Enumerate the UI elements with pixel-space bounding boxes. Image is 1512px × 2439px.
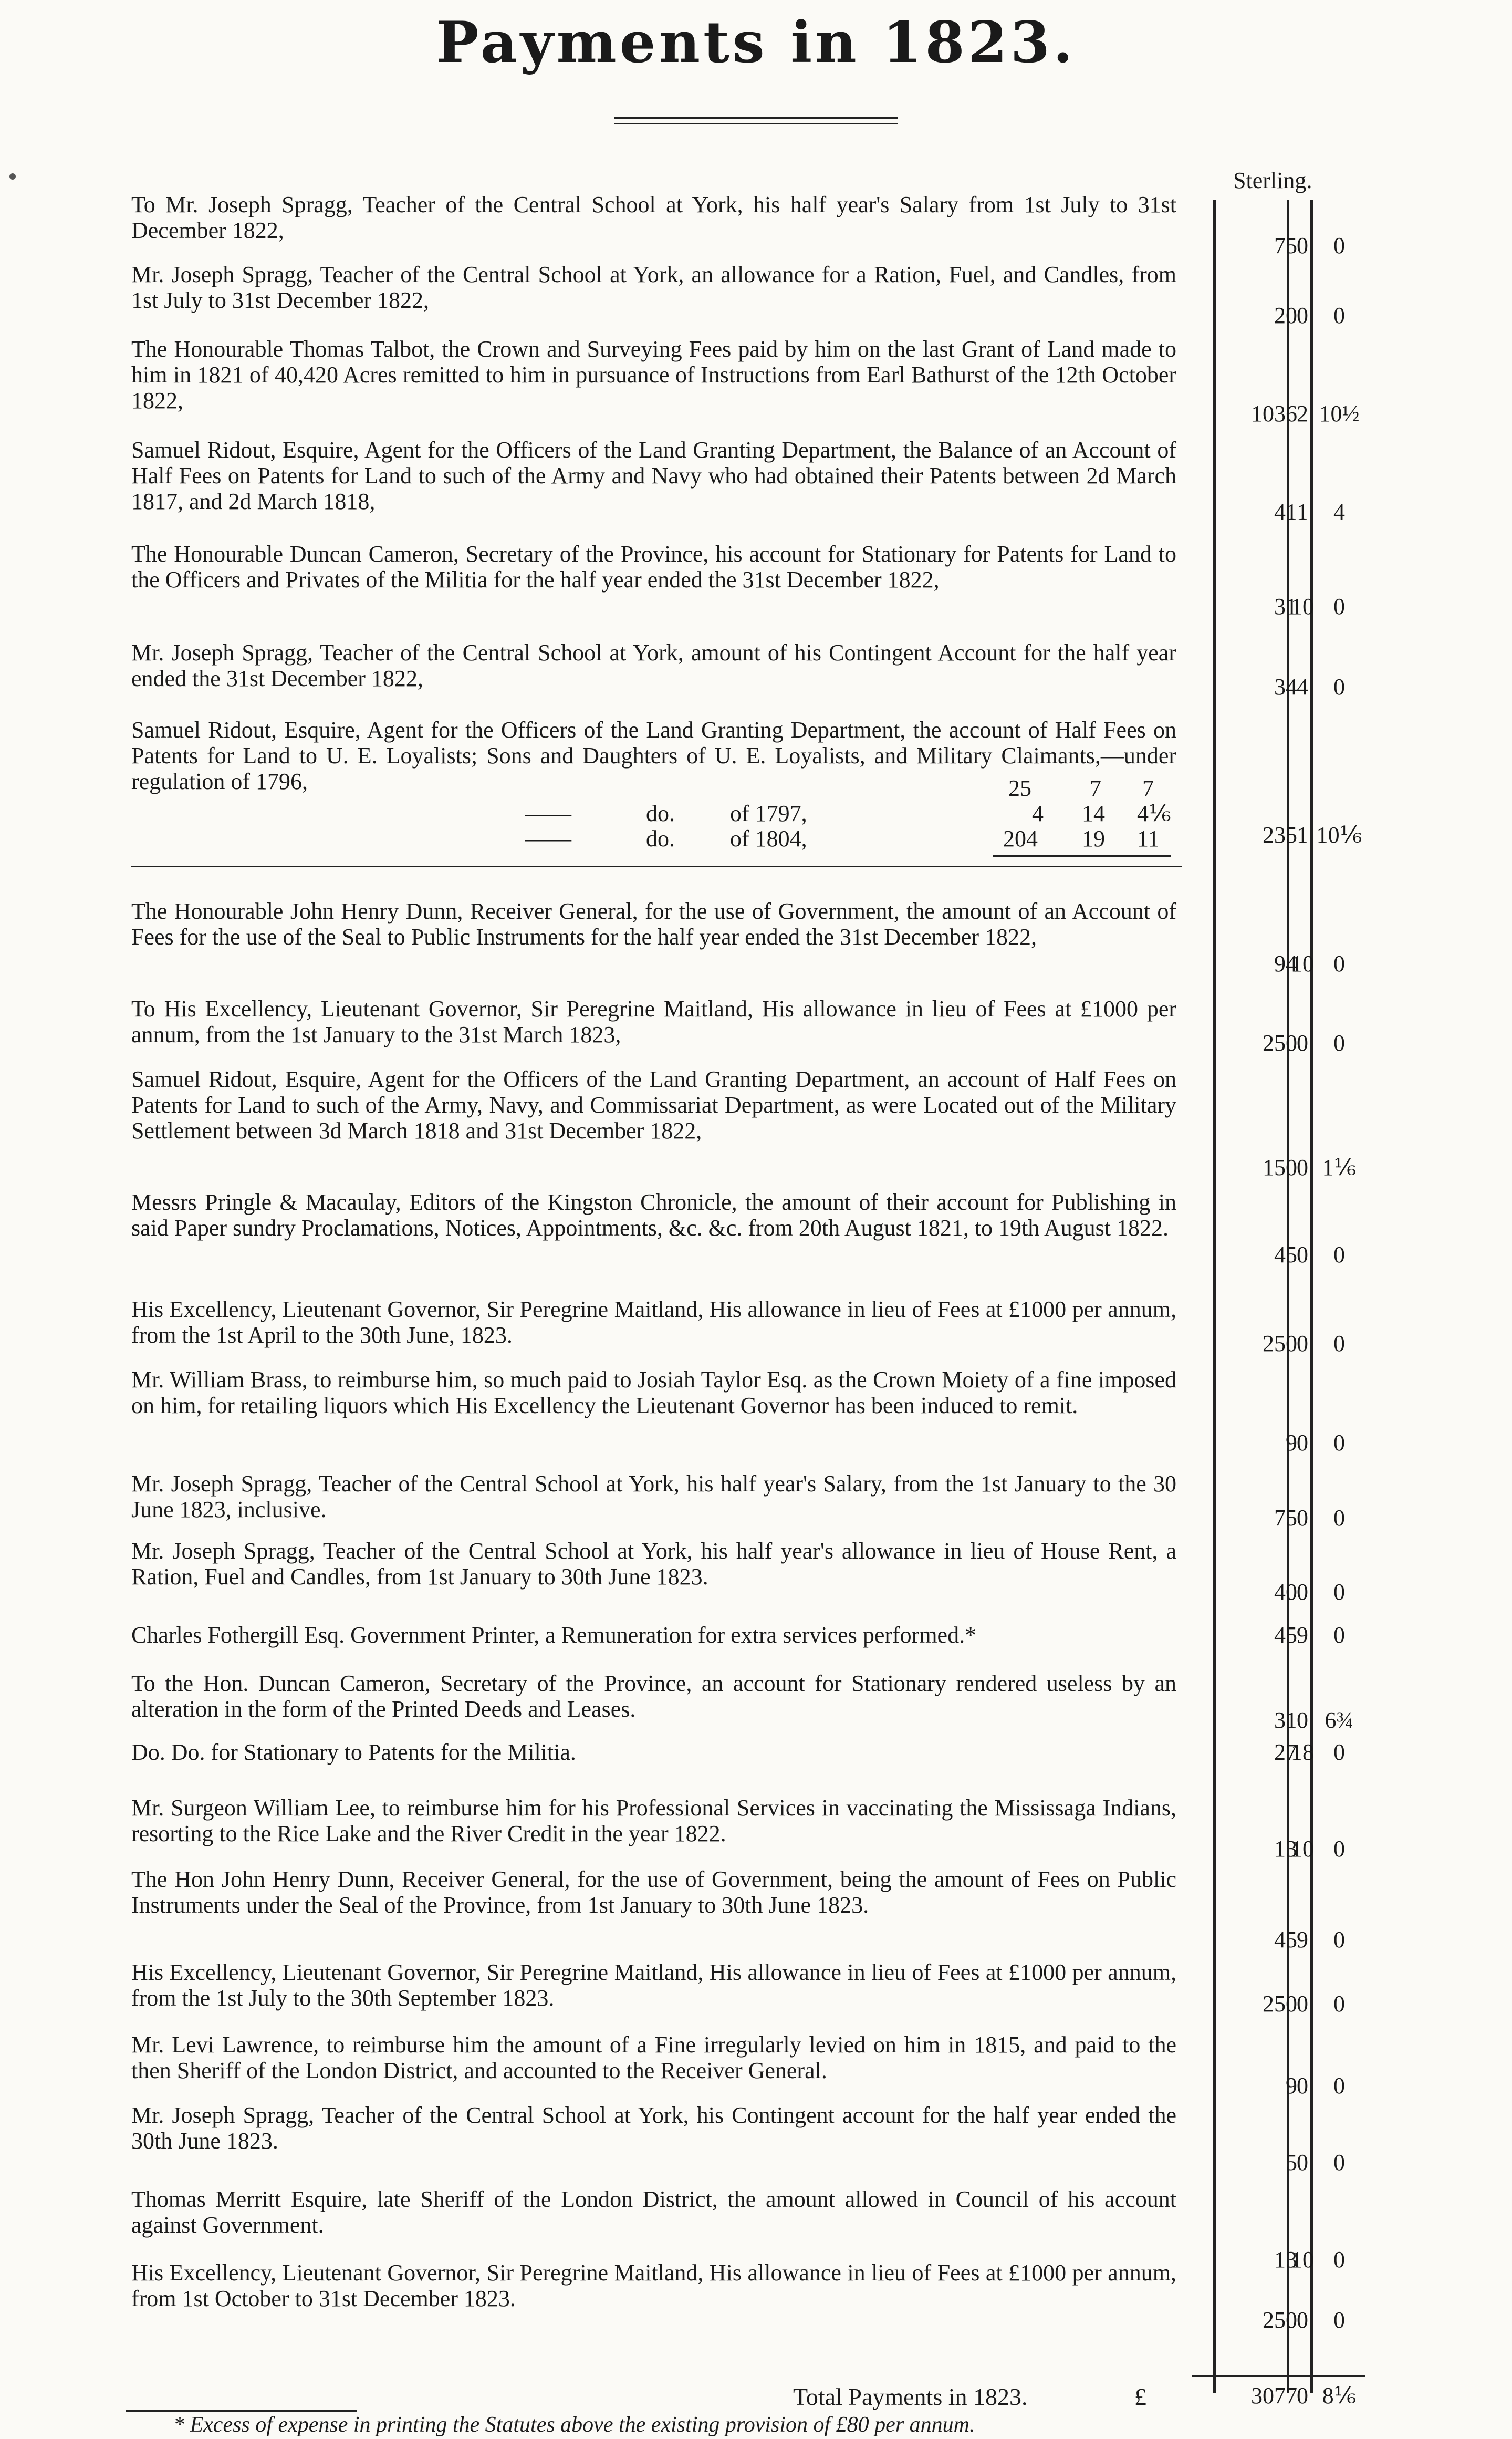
entry-pence: 0	[1333, 1430, 1345, 1456]
footnote: * Excess of expense in printing the Statutes above the existing provision of £80 per annum.	[173, 2413, 975, 2437]
entry-shillings: 0	[1297, 1155, 1308, 1180]
entry-pounds: 75	[1274, 233, 1297, 258]
entry-pounds: 150	[1263, 1155, 1297, 1180]
entry-pounds: 13	[1274, 1836, 1297, 1862]
entry-shillings: 10	[1291, 2247, 1314, 2272]
total-pence: 8⅙	[1322, 2383, 1357, 2409]
entry-pence: 0	[1333, 1622, 1345, 1648]
entry-shillings: 0	[1297, 303, 1308, 328]
entry-pence: 0	[1333, 951, 1345, 977]
entry-pence: 0	[1333, 2307, 1345, 2333]
entry-pence: 0	[1333, 1030, 1345, 1056]
entry-pence: 0	[1333, 2247, 1345, 2272]
sub-total-rule	[993, 855, 1171, 857]
entry-pounds: 94	[1274, 951, 1297, 977]
entry-pounds: 250	[1263, 1331, 1297, 1356]
entry-pounds: 45	[1274, 1622, 1297, 1648]
entry-pounds: 40	[1274, 1579, 1297, 1605]
entry-text: Mr. Joseph Spragg, Teacher of the Central School at York, amount of his Contingent Account for the half year ended the 31st December 1822,	[131, 640, 1176, 691]
entry-pounds: 34	[1274, 674, 1297, 700]
entry-text: Do. Do. for Stationary to Patents for the Militia.	[131, 1739, 576, 1765]
sub-shillings: 19	[1082, 826, 1105, 852]
entry-pence: 0	[1333, 674, 1345, 700]
entry-pence: 0	[1333, 2150, 1345, 2175]
sub-year: of 1804,	[730, 826, 807, 852]
entry-shillings: 1	[1297, 822, 1308, 848]
entry-shillings: 0	[1297, 1579, 1308, 1605]
pound-symbol: £	[1134, 2383, 1146, 2410]
entry-shillings: 0	[1297, 1707, 1308, 1733]
entry-shillings: 0	[1297, 2073, 1308, 2099]
entry-pence: 0	[1333, 1242, 1345, 1268]
entry-pounds: 75	[1274, 1505, 1297, 1531]
entry-pence: 0	[1333, 303, 1345, 328]
entry-pounds: 31	[1274, 1707, 1297, 1733]
entry-shillings: 10	[1291, 1836, 1314, 1862]
entry-pounds: 235	[1263, 822, 1297, 848]
entry-pence: 4	[1333, 499, 1345, 525]
entry-shillings: 0	[1297, 1505, 1308, 1531]
entry-shillings: 9	[1297, 1622, 1308, 1648]
sub-label: do.	[646, 801, 675, 826]
entry-pence: 0	[1333, 594, 1345, 619]
entry-pence: 0	[1333, 1836, 1345, 1862]
sub-label: do.	[646, 826, 675, 852]
entry-text: Mr. Joseph Spragg, Teacher of the Central School at York, his half year's allowance in lieu of House Rent, a Ration, Fuel and Candles, from 1st January to 30th June 1823.	[131, 1538, 1176, 1590]
entry-pence: 0	[1333, 233, 1345, 258]
title-rule-bottom	[614, 123, 898, 124]
entry-text: The Honourable Duncan Cameron, Secretary of the Province, his account for Stationary for Patents for Land to the Officers and Privates of the Militia for the half year ended the 31st December 1822,	[131, 541, 1176, 593]
entry-shillings: 0	[1297, 2150, 1308, 2175]
entry-text: The Honourable John Henry Dunn, Receiver General, for the use of Government, the amount of an Account of Fees for the use of the Seal to Public Instruments for the half year ended the 31st December 1822,	[131, 898, 1176, 950]
entry-pounds: 1036	[1251, 401, 1297, 427]
entry-shillings: 0	[1297, 1242, 1308, 1268]
pounds-shillings-rule	[1287, 200, 1289, 2393]
entry-text: His Excellency, Lieutenant Governor, Sir Peregrine Maitland, His allowance in lieu of Fees at £1000 per annum, from 1st October to 31st December 1823.	[131, 2260, 1176, 2311]
entry-pence: 1⅙	[1322, 1155, 1357, 1180]
entry-pence: 10½	[1319, 401, 1360, 427]
entry-text: The Honourable Thomas Talbot, the Crown and Surveying Fees paid by him on the last Grant of Land made to him in 1821 of 40,420 Acres remitted to him in pursuance of Instructions from Earl Bathurst of the 12th October 1822,	[131, 336, 1176, 413]
entry-pence: 0	[1333, 1579, 1345, 1605]
entry-shillings: 1	[1297, 499, 1308, 525]
entry-pence: 0	[1333, 1505, 1345, 1531]
sterling-heading: Sterling.	[1233, 168, 1312, 193]
entry-shillings: 0	[1297, 1430, 1308, 1456]
sub-first-pounds: 25	[1008, 775, 1031, 801]
sub-dash: ——	[525, 801, 571, 826]
entry-pence: 6¾	[1325, 1707, 1354, 1733]
entry-pounds: 9	[1286, 1430, 1297, 1456]
entry-shillings: 0	[1297, 2307, 1308, 2333]
entry-shillings: 10	[1291, 951, 1314, 977]
entry-text: Mr. William Brass, to reimburse him, so much paid to Josiah Taylor Esq. as the Crown Moiety of a fine imposed on him, for retailing liquors which His Excellency the Lieutenant Governor has been induced to remit.	[131, 1367, 1176, 1418]
sub-first-shillings: 7	[1090, 775, 1101, 801]
entry-pence: 0	[1333, 2073, 1345, 2099]
entry-pounds: 13	[1274, 2247, 1297, 2272]
sub-pounds: 204	[1003, 826, 1038, 852]
entry-shillings: 9	[1297, 1927, 1308, 1953]
entry-pounds: 45	[1274, 1927, 1297, 1953]
entry-text: Mr. Levi Lawrence, to reimburse him the amount of a Fine irregularly levied on him in 1815, and paid to the then Sheriff of the London District, and accounted to the Receiver General.	[131, 2032, 1176, 2083]
page-title: Payments in 1823.	[436, 9, 1076, 76]
entry-pounds: 250	[1263, 2307, 1297, 2333]
entry-shillings: 10	[1291, 594, 1314, 619]
entry-shillings: 0	[1297, 1331, 1308, 1356]
entry-pounds: 27	[1274, 1739, 1297, 1765]
entry-text: His Excellency, Lieutenant Governor, Sir Peregrine Maitland, His allowance in lieu of Fees at £1000 per annum, from the 1st July to the 30th September 1823.	[131, 1959, 1176, 2011]
entry-pounds: 31	[1274, 594, 1297, 619]
sub-pence: 4⅙	[1137, 801, 1171, 826]
entry-text: Mr. Surgeon William Lee, to reimburse him for his Professional Services in vaccinating the Mississaga Indians, resorting to the Rice Lake and the River Credit in the year 1822.	[131, 1795, 1176, 1846]
entry-text: Mr. Joseph Spragg, Teacher of the Central School at York, an allowance for a Ration, Fuel, and Candles, from 1st July to 31st December 1822,	[131, 262, 1176, 313]
entry-text: Charles Fothergill Esq. Government Printer, a Remuneration for extra services performed.*	[131, 1622, 977, 1648]
entry-pounds: 20	[1274, 303, 1297, 328]
entry-text: To the Hon. Duncan Cameron, Secretary of the Province, an account for Stationary rendered useless by an alteration in the form of the Printed Deeds and Leases.	[131, 1670, 1176, 1722]
entry-text: Mr. Joseph Spragg, Teacher of the Central School at York, his half year's Salary, from the 1st January to the 30 June 1823, inclusive.	[131, 1471, 1176, 1522]
entry-pence: 0	[1333, 1331, 1345, 1356]
total-shillings: 0	[1297, 2383, 1308, 2409]
sub-shillings: 14	[1082, 801, 1105, 826]
entry-text: The Hon John Henry Dunn, Receiver General, for the use of Government, being the amount of Fees on Public Instruments under the Seal of the Province, from 1st January to 30th June 1823.	[131, 1866, 1176, 1918]
entry-pounds: 9	[1286, 2073, 1297, 2099]
entry-pence: 10⅙	[1316, 822, 1362, 848]
sub-dash: ——	[525, 826, 571, 852]
total-rule	[1192, 2375, 1365, 2377]
footnote-rule	[126, 2410, 357, 2412]
entry-shillings: 0	[1297, 1991, 1308, 2017]
entry-pounds: 250	[1263, 1030, 1297, 1056]
total-label: Total Payments in 1823.	[793, 2383, 1028, 2410]
entry-text: Samuel Ridout, Esquire, Agent for the Officers of the Land Granting Department, the account of Half Fees on Patents for Land to U. E. Loyalists; Sons and Daughters of U. E. Loyalists, and Military Claimants,—under regulation of 1796,	[131, 717, 1176, 794]
sub-pounds: 4	[1032, 801, 1044, 826]
ink-speck	[9, 173, 16, 180]
entry-text: His Excellency, Lieutenant Governor, Sir Peregrine Maitland, His allowance in lieu of Fees at £1000 per annum, from the 1st April to the 30th June, 1823.	[131, 1296, 1176, 1348]
pounds-column-rule	[1213, 200, 1216, 2393]
entry-text: Mr. Joseph Spragg, Teacher of the Central School at York, his Contingent account for the half year ended the 30th June 1823.	[131, 2102, 1176, 2154]
entry-text: Thomas Merritt Esquire, late Sheriff of the London District, the amount allowed in Council of his account against Government.	[131, 2186, 1176, 2238]
entry-text: To Mr. Joseph Spragg, Teacher of the Central School at York, his half year's Salary from 1st July to 31st December 1822,	[131, 192, 1176, 243]
entry-pence: 0	[1333, 1739, 1345, 1765]
shillings-pence-rule	[1310, 200, 1313, 2393]
entry-shillings: 0	[1297, 1030, 1308, 1056]
sub-pence: 11	[1137, 826, 1160, 852]
entry-shillings: 0	[1297, 233, 1308, 258]
entry-pounds: 45	[1274, 1242, 1297, 1268]
entry-text: Messrs Pringle & Macaulay, Editors of the Kingston Chronicle, the amount of their account for Publishing in said Paper sundry Proclamations, Notices, Appointments, &c. &c. from 20th August 1821, to 19th August 1822.	[131, 1189, 1176, 1241]
entry-text: To His Excellency, Lieutenant Governor, Sir Peregrine Maitland, His allowance in lieu of Fees at £1000 per annum, from the 1st January to the 31st March 1823,	[131, 996, 1176, 1047]
section-rule	[131, 866, 1182, 867]
entry-pounds: 5	[1286, 2150, 1297, 2175]
entry-shillings: 18	[1291, 1739, 1314, 1765]
entry-pounds: 250	[1263, 1991, 1297, 2017]
entry-pence: 0	[1333, 1991, 1345, 2017]
entry-pounds: 41	[1274, 499, 1297, 525]
total-pounds: 3077	[1251, 2383, 1297, 2409]
entry-shillings: 2	[1297, 401, 1308, 427]
sub-year: of 1797,	[730, 801, 807, 826]
entry-text: Samuel Ridout, Esquire, Agent for the Officers of the Land Granting Department, an account of Half Fees on Patents for Land to such of the Army, Navy, and Commissariat Department, as were Located out of the Military Settlement between 3d March 1818 and 31st December 1822,	[131, 1066, 1176, 1144]
entry-text: Samuel Ridout, Esquire, Agent for the Officers of the Land Granting Department, the Balance of an Account of Half Fees on Patents for Land to such of the Army and Navy who had obtained their Patents between 2d March 1817, and 2d March 1818,	[131, 437, 1176, 514]
entry-shillings: 4	[1297, 674, 1308, 700]
sub-first-pence: 7	[1142, 775, 1154, 801]
title-rule-top	[614, 117, 898, 119]
entry-pence: 0	[1333, 1927, 1345, 1953]
